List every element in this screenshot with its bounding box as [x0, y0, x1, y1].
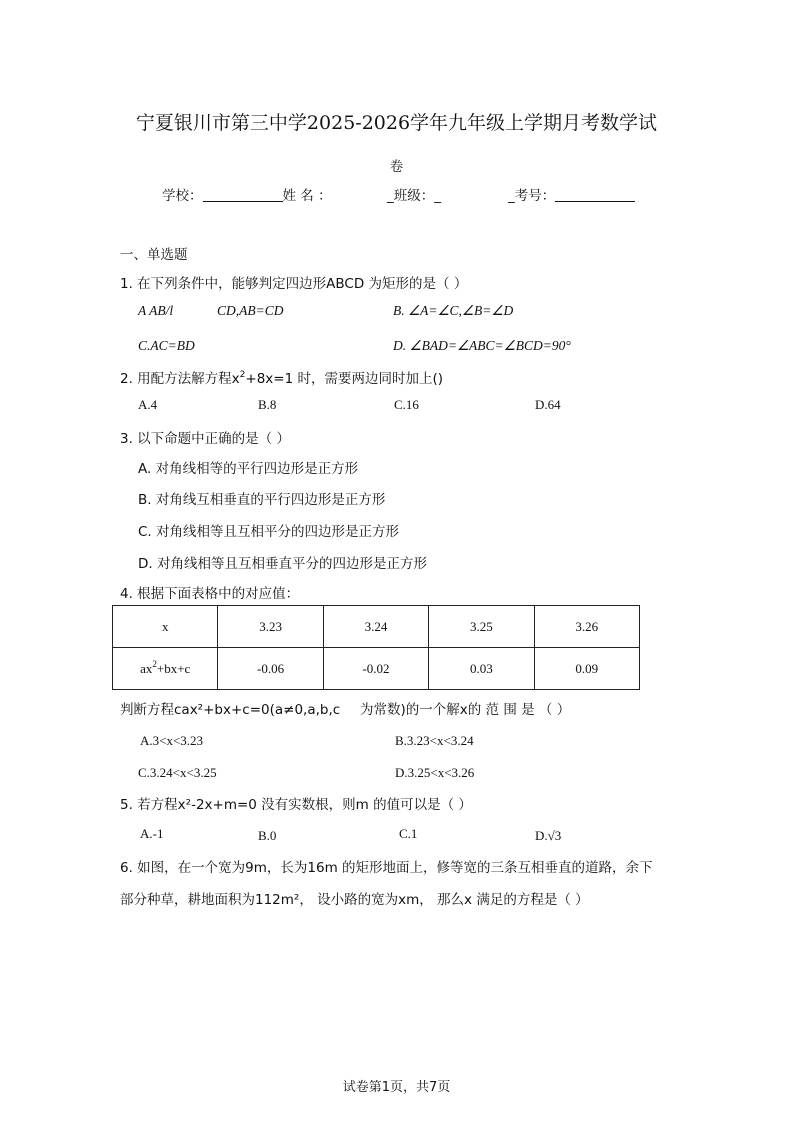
q1-stem: 1. 在下列条件中，能够判定四边形ABCD 为矩形的是（ ）: [120, 276, 468, 292]
table-cell: 0.09: [534, 648, 639, 690]
q3-option-c: C. 对角线相等且互相平分的四边形是正方形: [138, 524, 400, 540]
school-label: 学校：: [162, 188, 203, 204]
q2-option-d: D.64: [535, 397, 561, 412]
table-cell: 3.26: [534, 606, 639, 648]
q1-option-a: A AB/l: [138, 303, 174, 318]
table-cell: 3.24: [323, 606, 428, 648]
q5-option-b: B.0: [258, 828, 277, 843]
school-field[interactable]: [203, 189, 283, 202]
q5-stem: 5. 若方程x²-2x+m=0 没有实数根，则m 的值可以是（ ）: [120, 797, 472, 813]
table-cell: -0.02: [323, 648, 428, 690]
table-row: [113, 648, 640, 690]
q4-option-b: B.3.23<x<3.24: [395, 733, 474, 748]
q3-option-d: D. 对角线相等且互相垂直平分的四边形是正方形: [138, 556, 427, 572]
q3-option-a: A. 对角线相等的平行四边形是正方形: [138, 461, 359, 477]
q4-stem: 4. 根据下面表格中的对应值：: [120, 586, 300, 602]
class-label: _班级：_: [387, 188, 441, 204]
q4-option-d: D.3.25<x<3.26: [395, 765, 475, 780]
section-title: 一、单选题: [120, 247, 188, 263]
q4-option-a: A.3<x<3.23: [140, 733, 204, 748]
q5-option-a: A.-1: [140, 826, 164, 841]
q6-line-1: 6. 如图，在一个宽为9m，长为16m 的矩形地面上，修等宽的三条互相垂直的道路，余下: [120, 860, 653, 876]
exam-number-group: [508, 184, 635, 204]
q1-option-b: B. ∠A=∠C,∠B=∠D: [393, 303, 514, 318]
q5-option-c: C.1: [399, 826, 418, 841]
exam-title-continued: 卷: [389, 159, 404, 175]
table-cell: 3.25: [429, 606, 534, 648]
table-cell: $ax^2+bx+c$: [113, 648, 218, 690]
exam-number-label: _考号：: [508, 188, 556, 204]
table-cell: 3.23: [218, 606, 323, 648]
table-row: [113, 606, 640, 648]
q2-stem: 2. 用配方法解方程$x^2+8x=1$ 时，需要两边同时加上(): [120, 370, 444, 387]
page-footer: 试卷第1页，共7页: [342, 1080, 451, 1095]
q2-option-c: C.16: [394, 397, 419, 412]
q3-stem: 3. 以下命题中正确的是（ ）: [120, 431, 290, 447]
q1-option-a-cont: CD,AB=CD: [217, 303, 284, 318]
table-cell: 0.03: [429, 648, 534, 690]
table-cell: x: [113, 606, 218, 648]
q2-option-b: B.8: [258, 397, 277, 412]
value-table: [112, 605, 640, 690]
q4-judge-text-cont: 为常数)的一个解x的 范 围 是 （ ）: [360, 702, 571, 718]
q4-judge-text: 判断方程cax²+bx+c=0(a≠0,a,b,c: [120, 702, 341, 718]
table-cell: -0.06: [218, 648, 323, 690]
q1-option-c: C.AC=BD: [138, 338, 195, 353]
name-label: 姓 名 ：: [282, 188, 332, 204]
exam-number-field[interactable]: [555, 189, 635, 202]
exam-title: 宁夏银川市第三中学2025-2026学年九年级上学期月考数学试: [135, 112, 658, 134]
q4-option-c: C.3.24<x<3.25: [138, 765, 217, 780]
q2-option-a: A.4: [138, 397, 158, 412]
q3-option-b: B. 对角线互相垂直的平行四边形是正方形: [138, 492, 386, 508]
info-line: [162, 184, 332, 204]
q5-option-d: D.√3: [535, 828, 562, 843]
q1-option-d: D. ∠BAD=∠ABC=∠BCD=90°: [393, 338, 571, 353]
q6-line-2: 部分种草，耕地面积为112m²， 设小路的宽为xm， 那么x 满足的方程是（ ）: [120, 892, 589, 908]
